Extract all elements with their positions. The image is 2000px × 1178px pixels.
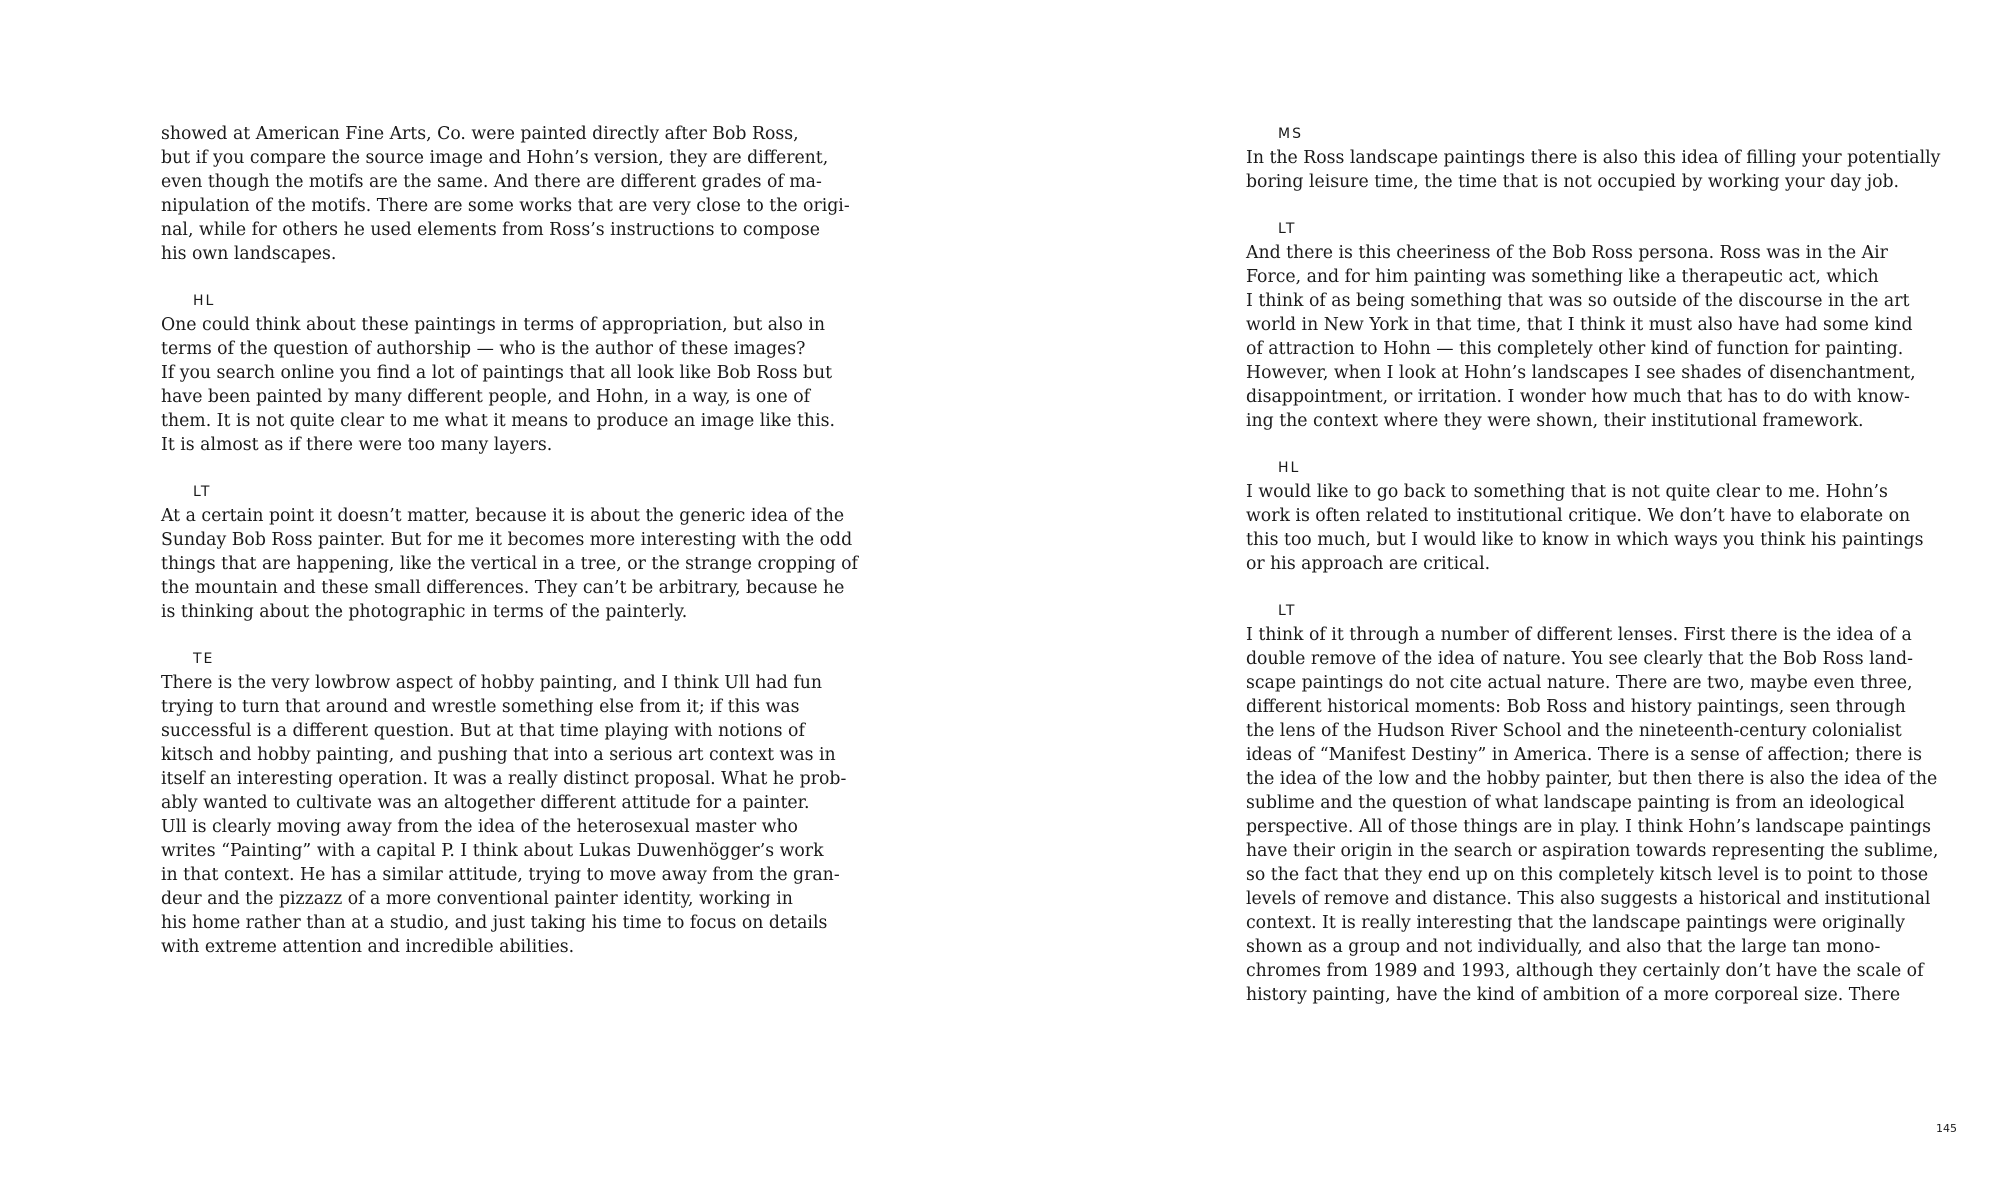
paragraph: [161, 647, 847, 959]
text-line: the mountain and these small differences. They can’t be arbitrary, because he: [161, 578, 845, 598]
paragraph: [1246, 122, 1941, 194]
speaker-label: HL: [193, 293, 216, 309]
text-line: have their origin in the search or aspiration towards representing the sublime,: [1246, 841, 1939, 861]
text-line: the lens of the Hudson River School and the nineteenth-century colonialist: [1246, 721, 1902, 741]
speaker-label: LT: [193, 484, 212, 500]
text-line: ing the context where they were shown, their institutional framework.: [1246, 411, 1864, 431]
text-line: One could think about these paintings in terms of appropriation, but also in: [161, 315, 826, 335]
text-line: the idea of the low and the hobby painter, but then there is also the idea of the: [1246, 769, 1938, 789]
text-line: ideas of “Manifest Destiny” in America. There is a sense of affection; there is: [1246, 745, 1922, 765]
paragraph: [161, 480, 858, 624]
text-line: them. It is not quite clear to me what it means to produce an image like this.: [161, 411, 835, 431]
text-line: nipulation of the motifs. There are some works that are very close to the origi-: [161, 196, 850, 216]
text-line: his own landscapes.: [161, 244, 337, 264]
text-line: double remove of the idea of nature. You see clearly that the Bob Ross land-: [1246, 649, 1913, 669]
text-line: If you search online you find a lot of paintings that all look like Bob Ross but: [161, 363, 833, 383]
text-line: I think of as being something that was so outside of the discourse in the art: [1246, 291, 1910, 311]
text-line: work is often related to institutional critique. We don’t have to elaborate on: [1246, 506, 1911, 526]
text-line: with extreme attention and incredible abilities.: [161, 937, 575, 957]
text-line: Sunday Bob Ross painter. But for me it becomes more interesting with the odd: [161, 530, 853, 550]
paragraph: [1246, 599, 1939, 1007]
text-line: world in New York in that time, that I think it must also have had some kind: [1246, 315, 1913, 335]
text-line: nal, while for others he used elements from Ross’s instructions to compose: [161, 220, 820, 240]
text-line: I think of it through a number of different lenses. First there is the idea of a: [1246, 625, 1912, 645]
text-line: And there is this cheeriness of the Bob Ross persona. Ross was in the Air: [1246, 243, 1888, 263]
text-line: Force, and for him painting was something like a therapeutic act, which: [1246, 267, 1879, 287]
text-line: trying to turn that around and wrestle something else from it; if this was: [161, 697, 800, 717]
text-line: even though the motifs are the same. And there are different grades of ma-: [161, 172, 822, 192]
text-line: but if you compare the source image and Hohn’s version, they are different,: [161, 148, 829, 168]
paragraph: [161, 289, 835, 457]
text-line: is thinking about the photographic in terms of the painterly.: [161, 602, 688, 622]
paragraph: [1246, 217, 1916, 433]
text-line: writes “Painting” with a capital P. I think about Lukas Duwenhögger’s work: [161, 841, 824, 861]
text-line: However, when I look at Hohn’s landscapes I see shades of disenchantment,: [1246, 363, 1916, 383]
text-line: ably wanted to cultivate was an altogether different attitude for a painter.: [161, 793, 810, 813]
text-line: shown as a group and not individually, and also that the large tan mono-: [1246, 937, 1881, 957]
text-line: disappointment, or irritation. I wonder how much that has to do with know-: [1246, 387, 1910, 407]
text-line: levels of remove and distance. This also suggests a historical and institutional: [1246, 889, 1931, 909]
text-line: It is almost as if there were too many layers.: [161, 435, 553, 455]
text-line: things that are happening, like the vertical in a tree, or the strange cropping of: [161, 554, 858, 574]
text-line: so the fact that they end up on this completely kitsch level is to point to those: [1246, 865, 1929, 885]
text-line: or his approach are critical.: [1246, 554, 1491, 574]
text-line: chromes from 1989 and 1993, although they certainly don’t have the scale of: [1246, 961, 1924, 981]
text-line: perspective. All of those things are in play. I think Hohn’s landscape paintings: [1246, 817, 1931, 837]
text-line: context. It is really interesting that the landscape paintings were originally: [1246, 913, 1905, 933]
text-line: Ull is clearly moving away from the idea of the heterosexual master who: [161, 817, 798, 837]
speaker-label: TE: [193, 651, 215, 667]
text-line: At a certain point it doesn’t matter, because it is about the generic idea of the: [161, 506, 845, 526]
paragraph: [1246, 456, 1924, 576]
text-line: his home rather than at a studio, and just taking his time to focus on details: [161, 913, 828, 933]
text-line: sublime and the question of what landscape painting is from an ideological: [1246, 793, 1905, 813]
text-line: in that context. He has a similar attitude, trying to move away from the gran-: [161, 865, 840, 885]
text-line: different historical moments: Bob Ross and history paintings, seen through: [1246, 697, 1906, 717]
right-text-column: [1246, 122, 1941, 1030]
text-line: deur and the pizzazz of a more conventional painter identity, working in: [161, 889, 793, 909]
text-line: There is the very lowbrow aspect of hobby painting, and I think Ull had fun: [161, 673, 823, 693]
text-line: scape paintings do not cite actual nature. There are two, maybe even three,: [1246, 673, 1913, 693]
text-line: this too much, but I would like to know in which ways you think his paintings: [1246, 530, 1924, 550]
text-line: history painting, have the kind of ambition of a more corporeal size. There: [1246, 985, 1901, 1005]
speaker-label: LT: [1278, 603, 1297, 619]
text-line: kitsch and hobby painting, and pushing that into a serious art context was in: [161, 745, 836, 765]
text-line: successful is a different question. But at that time playing with notions of: [161, 721, 805, 741]
text-line: have been painted by many different people, and Hohn, in a way, is one of: [161, 387, 810, 407]
text-line: boring leisure time, the time that is not occupied by working your day job.: [1246, 172, 1900, 192]
text-line: terms of the question of authorship — who is the author of these images?: [161, 339, 806, 359]
text-line: of attraction to Hohn — this completely other kind of function for painting.: [1246, 339, 1904, 359]
text-line: itself an interesting operation. It was a really distinct proposal. What he prob-: [161, 769, 847, 789]
page-number: 145: [1936, 1122, 1957, 1135]
text-line: showed at American Fine Arts, Co. were painted directly after Bob Ross,: [161, 124, 799, 144]
speaker-label: HL: [1278, 460, 1301, 476]
left-text-column: [161, 122, 858, 982]
speaker-label: LT: [1278, 221, 1297, 237]
text-line: I would like to go back to something that is not quite clear to me. Hohn’s: [1246, 482, 1888, 502]
speaker-label: MS: [1278, 126, 1303, 142]
text-line: In the Ross landscape paintings there is also this idea of filling your potentially: [1246, 148, 1941, 168]
paragraph: [161, 122, 850, 266]
